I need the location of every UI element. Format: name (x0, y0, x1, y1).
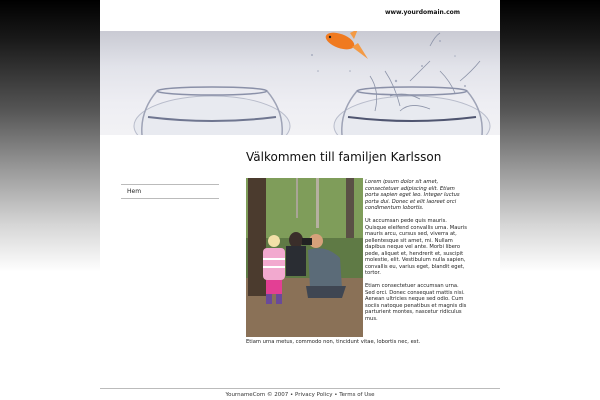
intro-paragraph: Lorem ipsum dolor sit amet, consectetuer adipiscing elit. Etiam porta sapien eget leo. Integer luctus porta dui. Donec et elit laoreet orci condimentum lobortis. (365, 179, 460, 211)
body-paragraph: Etiam consectetuer accumsan urna. Sed orci. Donec consequat mattis nisi. Aenean ultricies neque sed odio. Cum sociis natoque penatibus et magnis dis parturient montes, nascetur ridiculus mus. (365, 283, 467, 322)
body-paragraph: Ut accumsan pede quis mauris. Quisque eleifend convallis urna. Mauris mauris arcu, cursus sed, viverra at, pellentesque sit amet, mi. Nullam dapibus neque vel ante. Morbi libero pede, aliquet et, hendrerit et, suscipit molestie, elit. Vestibulum nulla sapien, convallis eu, varius eget, blandit eget, tortor. (365, 218, 467, 276)
fishbowl-banner-image (100, 31, 500, 135)
sidebar-nav (121, 184, 219, 199)
footer-separator: • (288, 392, 296, 398)
page-container (100, 0, 500, 400)
nav-item-hem[interactable]: Hem (121, 184, 219, 199)
header-banner (100, 31, 500, 135)
footer (100, 392, 500, 398)
goldfish-icon (324, 31, 368, 59)
site-domain: www.yourdomain.com (384, 9, 460, 16)
family-photo (246, 178, 363, 337)
article-text (365, 179, 468, 329)
footer-separator: • (332, 392, 340, 398)
tail-text: Etiam urna metus, commodo non, tincidunt vitae, lobortis nec, est. (246, 339, 421, 345)
privacy-policy-link[interactable]: Privacy Policy (295, 392, 333, 398)
page-title: Välkommen till familjen Karlsson (246, 150, 442, 164)
terms-of-use-link[interactable]: Terms of Use (339, 392, 375, 398)
footer-divider (100, 388, 500, 389)
footer-copyright: YournameCom © 2007 (225, 392, 289, 398)
